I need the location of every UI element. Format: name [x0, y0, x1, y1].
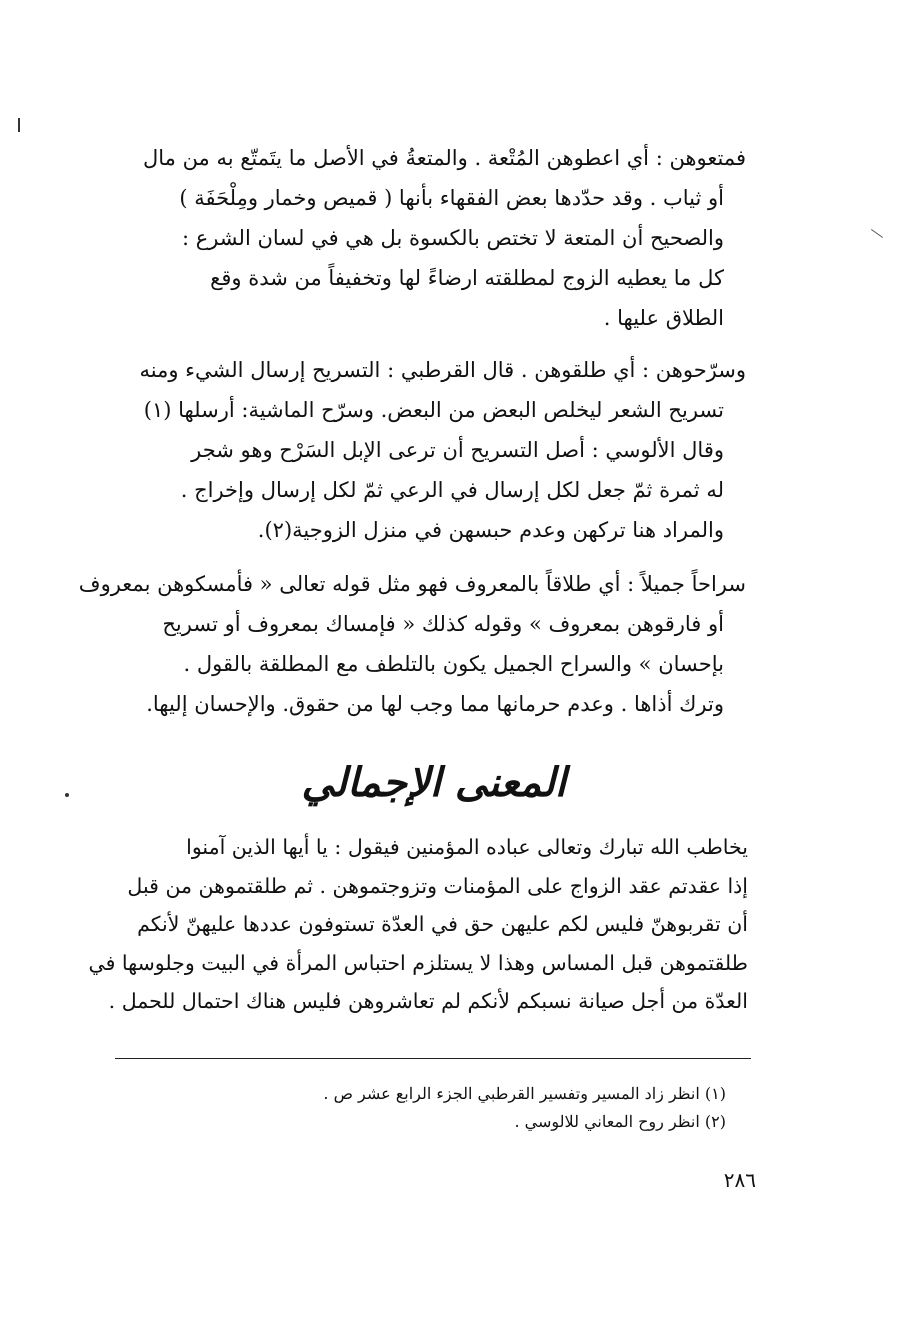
- text-line: العدّة من أجل صيانة نسبكم لأنكم لم تعاشروهن فليس هناك احتمال للحمل .: [108, 989, 748, 1013]
- margin-scratch: [871, 229, 883, 238]
- paragraph-tasrih: [139, 350, 746, 550]
- text-line: وقال الألوسي : أصل التسريح أن ترعى الإبل السَرْح وهو شجر: [191, 438, 724, 462]
- page-number: ٢٨٦: [723, 1168, 756, 1192]
- text-line: فمتعوهن : أي اعطوهن المُتْعة . والمتعةُ في الأصل ما يتَمتّع به من مال: [142, 146, 746, 170]
- margin-dot: [65, 793, 69, 797]
- text-line: يخاطب الله تبارك وتعالى عباده المؤمنين فيقول : يا أيها الذين آمنوا: [186, 835, 748, 859]
- text-line: له ثمرة ثمّ جعل لكل إرسال في الرعي ثمّ لكل إرسال وإخراج .: [180, 478, 724, 502]
- paragraph-sarah: [78, 564, 746, 724]
- text-line: إذا عقدتم عقد الزواج على المؤمنات وتزوجتموهن . ثم طلقتموهن من قبل: [127, 873, 748, 898]
- margin-mark: [18, 118, 20, 132]
- text-line: والصحيح أن المتعة لا تختص بالكسوة بل هي في لسان الشرع :: [181, 226, 724, 250]
- text-line: أو ثياب . وقد حدّدها بعض الفقهاء بأنها ( قميص وخمار ومِلْحَفَة ): [179, 186, 724, 210]
- footnote: (١) انظر زاد المسير وتفسير القرطبي الجزء الرابع عشر ص .: [323, 1084, 726, 1103]
- footnotes: [166, 1080, 726, 1136]
- footnote: (٢) انظر روح المعاني للالوسي .: [514, 1112, 726, 1131]
- paragraph-mutaa: [142, 138, 746, 338]
- text-line: طلقتموهن قبل المساس وهذا لا يستلزم احتباس المرأة في البيت وجلوسها في: [88, 950, 748, 975]
- section-heading: المعنى الإجمالي: [301, 759, 566, 806]
- text-line: أو فارقوهن بمعروف » وقوله كذلك « فإمساك بمعروف أو تسريح: [162, 612, 724, 636]
- footnote-divider: [115, 1058, 751, 1059]
- text-line: الطلاق عليها .: [603, 306, 724, 330]
- text-line: كل ما يعطيه الزوج لمطلقته ارضاءً لها وتخفيفاً من شدة وقع: [210, 266, 724, 290]
- text-line: سراحاً جميلاً : أي طلاقاً بالمعروف فهو مثل قوله تعالى « فأمسكوهن بمعروف: [78, 572, 746, 596]
- text-line: وترك أذاها . وعدم حرمانها مما وجب لها من حقوق. والإحسان إليها.: [146, 692, 724, 716]
- text-line: أن تقربوهنّ فليس لكم عليهن حق في العدّة تستوفون عددها عليهنّ لأنكم: [137, 912, 748, 936]
- text-line: بإحسان » والسراح الجميل يكون بالتلطف مع المطلقة بالقول .: [183, 652, 724, 676]
- summary-paragraph: [88, 828, 748, 1021]
- text-line: والمراد هنا تركهن وعدم حبسهن في منزل الزوجية(٢).: [257, 518, 724, 542]
- text-line: تسريح الشعر ليخلص البعض من البعض. وسرّح الماشية: أرسلها (١): [143, 398, 724, 422]
- text-line: وسرّحوهن : أي طلقوهن . قال القرطبي : التسريح إرسال الشيء ومنه: [139, 358, 746, 382]
